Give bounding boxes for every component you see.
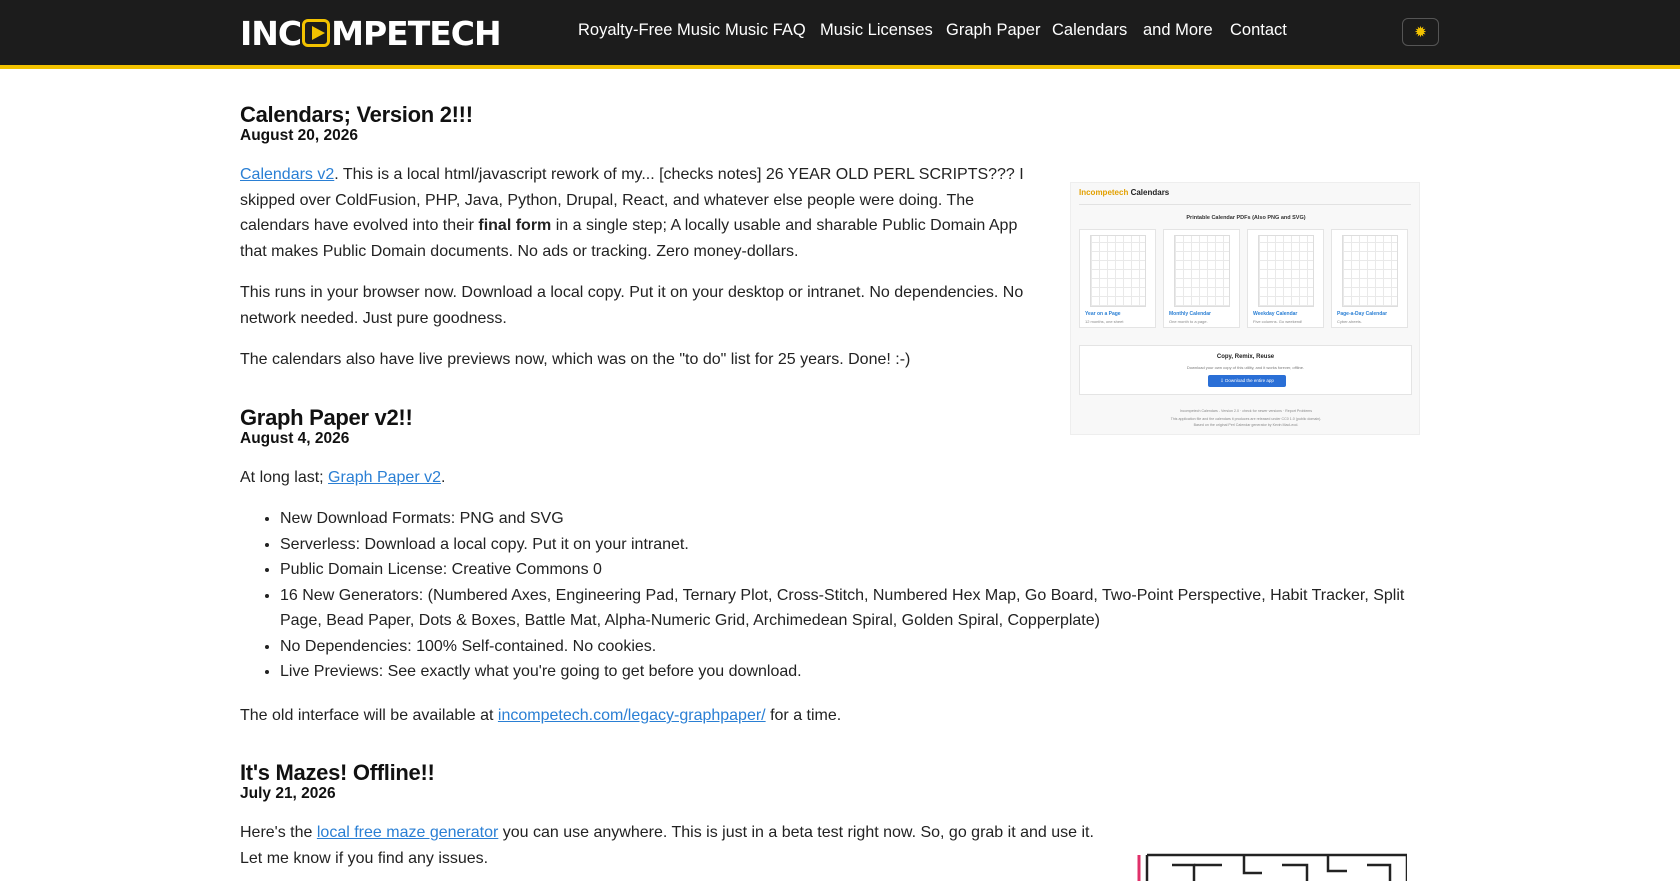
post-date: August 20, 2026 xyxy=(240,127,359,144)
paragraph-text: . This is a local html/javascript rework of my... [checks notes] 26 YEAR OLD PERL SCRIPTS??? I skipped over ColdFusion, PHP, Java, Python, Drupal, React, and whatever else people were doing. The calendars have evolved into their xyxy=(240,166,1024,234)
calendar-sheet-thumbnail xyxy=(1342,235,1398,307)
logo-text-prefix: INC xyxy=(240,13,302,53)
card-title: Weekday Calendar xyxy=(1253,311,1298,317)
post-paragraph xyxy=(240,162,1030,264)
calendar-sheet-thumbnail xyxy=(1174,235,1230,307)
nav-music-licenses[interactable]: Music Licenses xyxy=(820,21,933,39)
box-desc: Download your own copy of this utility, and it works forever, offline. xyxy=(1186,365,1305,370)
site-header xyxy=(0,0,1680,69)
post-paragraph xyxy=(240,703,841,729)
feature-list xyxy=(240,506,1430,685)
nav-contact[interactable]: Contact xyxy=(1230,21,1287,39)
preview-download-box xyxy=(1079,345,1412,395)
divider xyxy=(1079,204,1411,205)
box-title: Copy, Remix, Reuse xyxy=(1216,354,1275,360)
post-paragraph xyxy=(240,465,445,491)
paragraph-text: for a time. xyxy=(765,707,842,724)
post-title: Calendars; Version 2!!! xyxy=(240,102,473,127)
sun-icon: ✹ xyxy=(1414,24,1427,41)
post-date: August 4, 2026 xyxy=(240,430,350,447)
preview-card xyxy=(1331,229,1408,328)
paragraph-text: Here's the xyxy=(240,824,317,841)
card-title: Monthly Calendar xyxy=(1169,311,1211,317)
list-item: • Public Domain License: Creative Commons 0 xyxy=(280,557,1430,583)
preview-header xyxy=(1079,188,1169,197)
card-desc: Five columns. Go weekend! xyxy=(1253,319,1303,324)
post-title: Graph Paper v2!! xyxy=(240,405,413,430)
paragraph-text: At long last; xyxy=(240,469,329,486)
list-item: • 16 New Generators: (Numbered Axes, Engineering Pad, Ternary Plot, Cross-Stitch, Numbered Hex Map, Go Board, Two-Point Perspective, Habit Tracker, Split Page, Bead Paper, Dots & Boxes, Battle Mat, Alpha-Numeric Grid, Archimedean Spiral, Golden Spiral, Copperplate) xyxy=(280,583,1430,634)
graph-paper-v2-link[interactable]: Graph Paper v2 xyxy=(328,469,441,486)
preview-brand: Incompetech xyxy=(1079,188,1129,197)
preview-card xyxy=(1163,229,1240,328)
calendars-v2-link[interactable]: Calendars v2 xyxy=(240,166,335,183)
post-paragraph: This runs in your browser now. Download a local copy. Put it on your desktop or intranet. No dependencies. No network needed. Just pure goodness. xyxy=(240,284,1024,327)
logo-text-suffix: MPETECH xyxy=(331,13,501,53)
list-item: • Live Previews: See exactly what you're going to get before you download. xyxy=(280,659,1430,685)
post-title: It's Mazes! Offline!! xyxy=(240,760,435,785)
preview-footer: This application file and the calendars it produces are released under CC0 1.0 (public domain). xyxy=(1170,417,1322,421)
post-paragraph: The calendars also have live previews now, which was on the "to do" list for 25 years. Done! :-) xyxy=(240,351,911,368)
calendar-sheet-thumbnail xyxy=(1258,235,1314,307)
paragraph-text: you can use anywhere. This is just in a beta test right now. So, go grab it and use it. Let me know if you find any issues. xyxy=(240,824,1094,867)
nav-royalty-free-music[interactable]: Royalty-Free Music xyxy=(578,21,721,39)
nav-music-faq[interactable]: Music FAQ xyxy=(725,21,806,39)
nav-calendars[interactable]: Calendars xyxy=(1052,21,1128,39)
bold-text: final form xyxy=(478,217,552,234)
list-item: • No Dependencies: 100% Self-contained. No cookies. xyxy=(280,634,1430,660)
download-app-button: ⇩ Download the entire app xyxy=(1208,375,1286,387)
card-desc: 12 months, one sheet xyxy=(1085,319,1124,324)
nav-and-more[interactable]: and More xyxy=(1143,21,1213,39)
post-paragraph xyxy=(240,820,1100,871)
card-title: Year on a Page xyxy=(1085,311,1121,317)
calendar-sheet-thumbnail xyxy=(1090,235,1146,307)
maze-drawing xyxy=(1132,851,1407,881)
paragraph-text: in a single step; A locally usable and sharable Public Domain App that makes Public Domain documents. No ads or tracking. Zero money-dollars. xyxy=(240,217,1018,260)
preview-card xyxy=(1247,229,1324,328)
maze-preview-image[interactable] xyxy=(1132,851,1407,881)
preview-footer: Incompetech Calendars - Version 2.0 · check for newer versions · Report Problems xyxy=(1179,409,1313,413)
card-title: Page-a-Day Calendar xyxy=(1337,311,1388,317)
legacy-graphpaper-link[interactable]: incompetech.com/legacy-graphpaper/ xyxy=(497,707,766,724)
paragraph-text: . xyxy=(441,469,446,486)
maze-generator-link[interactable]: local free maze generator xyxy=(316,824,499,841)
card-desc: Cyber-sheets. xyxy=(1337,319,1362,324)
list-item: • Serverless: Download a local copy. Put it on your intranet. xyxy=(280,532,1430,558)
calendars-preview-image[interactable] xyxy=(1070,182,1420,435)
preview-footer: Based on the original Perl Calendar generator by Kevin MacLeod. xyxy=(1193,423,1299,427)
card-desc: One month to a page. xyxy=(1169,319,1208,324)
preview-card xyxy=(1079,229,1156,328)
paragraph-text: The old interface will be available at xyxy=(240,707,498,724)
theme-toggle-button[interactable] xyxy=(1402,18,1439,46)
preview-app-name: Calendars xyxy=(1128,188,1170,197)
nav-graph-paper[interactable]: Graph Paper xyxy=(946,21,1041,39)
list-item: • New Download Formats: PNG and SVG xyxy=(280,506,1430,532)
post-date: July 21, 2026 xyxy=(240,785,336,802)
preview-subtitle: Printable Calendar PDFs (Also PNG and SVG) xyxy=(1186,215,1306,221)
